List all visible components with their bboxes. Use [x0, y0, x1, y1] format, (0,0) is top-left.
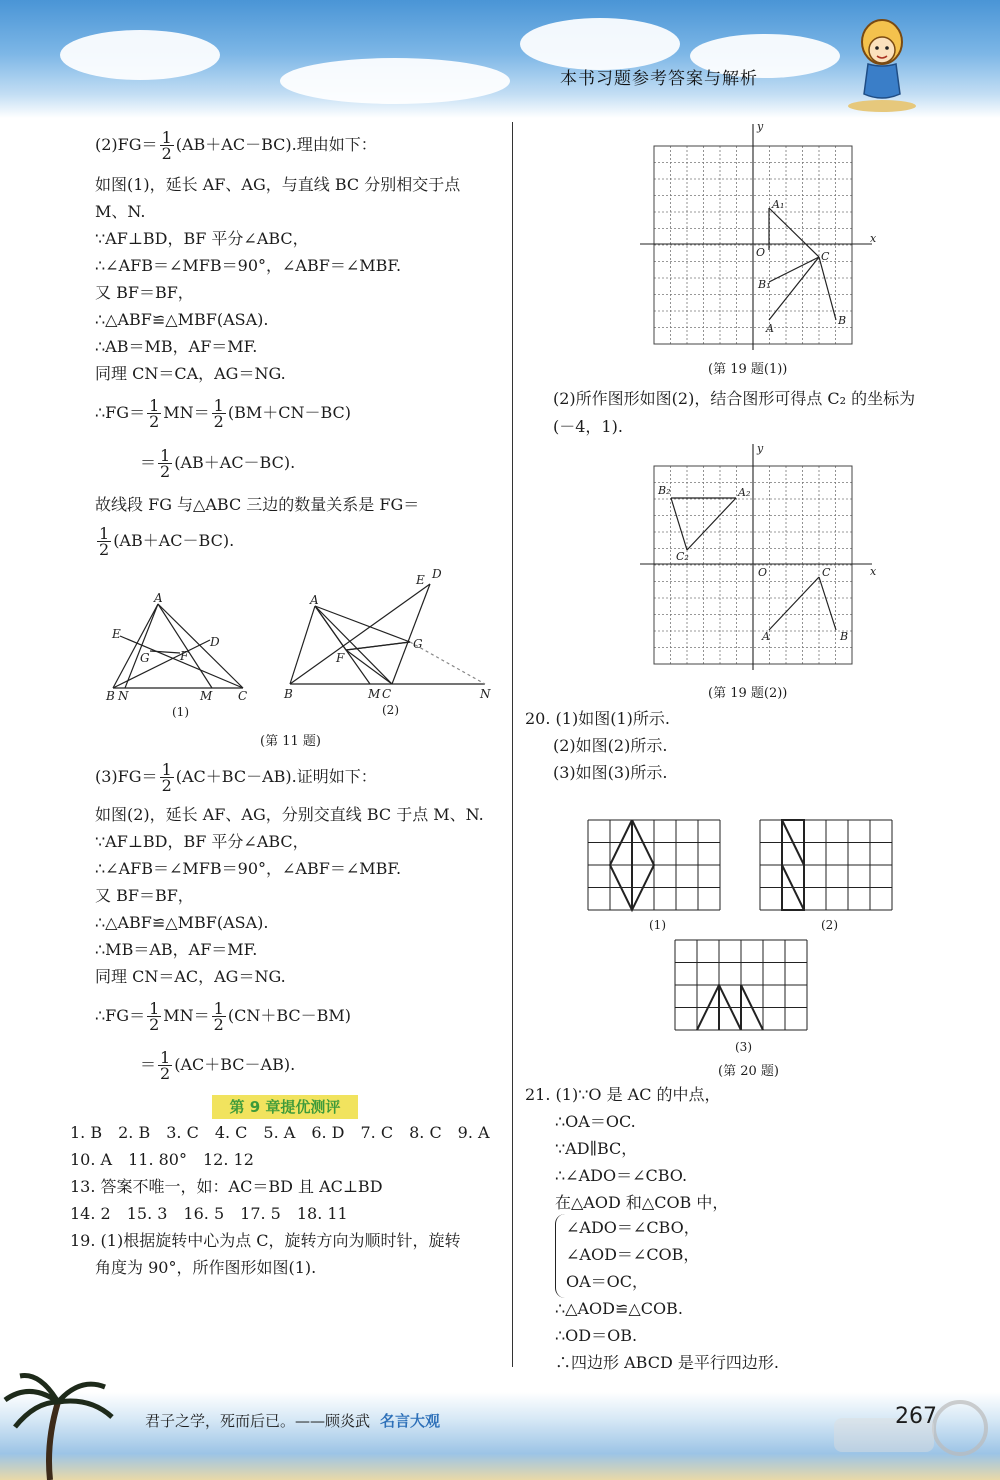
text-line: ∴∠AFB＝∠MFB＝90°，∠ABF＝∠MBF. [95, 859, 402, 878]
fraction: $\frac{1}{2}$ [161, 128, 172, 163]
label: D [432, 567, 442, 581]
text-line: ∠AOD＝∠COB， [566, 1245, 700, 1264]
label: C₂ [676, 550, 689, 563]
label: y [757, 442, 764, 455]
text-line: (2)所作图形如图(2)，结合图形可得点 C₂ 的坐标为 [553, 389, 916, 408]
label: B₂ [658, 484, 671, 497]
label: C [382, 687, 392, 701]
answer-line: 19. (1)根据旋转中心为点 C，旋转方向为顺时针，旋转 [70, 1231, 461, 1250]
text-line: OA＝OC， [566, 1272, 649, 1291]
equation-line: $\frac{1}{2}$ (AB＋AC－BC). [99, 524, 235, 559]
fraction: $\frac{1}{2}$ [160, 446, 171, 481]
text-line: ∠ADO＝∠CBO， [566, 1218, 700, 1237]
text-line: ∴OA＝OC. [555, 1112, 636, 1131]
label: G [140, 651, 150, 665]
label: C [238, 689, 248, 703]
text-line: ∴△AOD≌△COB. [555, 1299, 683, 1318]
label: C [822, 566, 831, 579]
proof-2-heading: (2)FG＝ $\frac{1}{2}$ (AB＋AC－BC).理由如下： [95, 128, 377, 163]
label: y [757, 120, 764, 133]
label: M [200, 689, 213, 703]
equation-line: ∴FG＝ $\frac{1}{2}$ MN＝ $\frac{1}{2}$ (BM＋CN－BC) [95, 396, 352, 431]
cloud-decoration [280, 58, 510, 104]
label: F [180, 649, 189, 663]
text-line: ∴△ABF≌△MBF(ASA). [95, 310, 269, 329]
text-line: 又 BF＝BF， [95, 886, 194, 905]
text-line: (3)如图(3)所示. [553, 763, 668, 782]
figure-20-sub2: (2) [821, 918, 838, 932]
footer-motto: 君子之学，死而后已。——顾炎武 名言大观 [145, 1412, 441, 1430]
text-line: 如图(2)，延长 AF、AG，分别交直线 BC 于点 M、N. [95, 805, 484, 824]
label: A₁ [772, 198, 785, 211]
figure-11-sub2: (2) [382, 703, 399, 717]
section-heading: 第 9 章提优测评 [212, 1095, 358, 1119]
label: A₂ [738, 486, 751, 499]
label: E [112, 627, 121, 641]
text-line: (－4，1). [553, 417, 623, 436]
text-line: ∴四边形 ABCD 是平行四边形. [555, 1353, 779, 1372]
figure-11-1 [113, 604, 243, 688]
text-line: 21. (1)∵O 是 AC 的中点， [525, 1085, 721, 1104]
label: A [310, 593, 319, 607]
figure-20-caption: (第 20 题) [718, 1064, 779, 1079]
label: B₁ [758, 278, 771, 291]
answer-line: 10. A 11. 80° 12. 12 [70, 1150, 254, 1169]
header-title: 本书习题参考答案与解析 [560, 69, 758, 89]
answer-line: 14. 2 15. 3 16. 5 17. 5 18. 11 [70, 1204, 348, 1223]
text-line: ∴MB＝AB，AF＝MF. [95, 940, 258, 959]
label: x [870, 232, 877, 245]
text-line: 20. (1)如图(1)所示. [525, 709, 670, 728]
label: G [413, 637, 423, 651]
label: O [756, 246, 766, 259]
fraction: $\frac{1}{2}$ [213, 396, 224, 431]
fraction: $\frac{1}{2}$ [160, 1048, 171, 1083]
footer-tag: 名言大观 [380, 1412, 441, 1430]
palm-tree-illustration [0, 1372, 120, 1480]
label: x [870, 565, 877, 578]
label: A [762, 630, 770, 643]
label: C [821, 250, 830, 263]
label: B [106, 689, 115, 703]
label: B [838, 314, 847, 327]
page-number: 267 [895, 1404, 937, 1429]
fraction: $\frac{1}{2}$ [213, 999, 224, 1034]
text-line: ∵AF⊥BD，BF 平分∠ABC， [95, 832, 309, 851]
figure-19-2 [630, 440, 880, 678]
figure-20-sub3: (3) [735, 1040, 752, 1054]
fraction: $\frac{1}{2}$ [149, 999, 160, 1034]
equation-line: ∴FG＝ $\frac{1}{2}$ MN＝ $\frac{1}{2}$ (CN＋BC－BM) [95, 999, 352, 1034]
mascot-illustration [838, 12, 928, 112]
brace [555, 1214, 566, 1298]
fraction: $\frac{1}{2}$ [161, 760, 172, 795]
label: A [154, 591, 163, 605]
label: N [118, 689, 129, 703]
label: F [336, 651, 345, 665]
fraction: $\frac{1}{2}$ [99, 524, 110, 559]
cloud-decoration [60, 30, 220, 80]
text-line: ∴OD＝OB. [555, 1326, 638, 1345]
equation-line: ＝ $\frac{1}{2}$ (AB＋AC－BC). [140, 446, 296, 481]
label: D [210, 635, 220, 649]
text-line: ∴∠AFB＝∠MFB＝90°，∠ABF＝∠MBF. [95, 256, 402, 275]
text-line: M、N. [95, 202, 146, 221]
figure-20-sub1: (1) [649, 918, 666, 932]
label: A [766, 322, 774, 335]
figure-19-1-caption: (第 19 题(1)) [708, 362, 788, 377]
text-line: 故线段 FG 与△ABC 三边的数量关系是 FG＝ [95, 495, 420, 514]
text-line: ∴∠ADO＝∠CBO. [555, 1166, 688, 1185]
label: B [840, 630, 849, 643]
figure-19-1 [630, 120, 880, 356]
text-line: ∴AB＝MB，AF＝MF. [95, 337, 258, 356]
equation-line: ＝ $\frac{1}{2}$ (AC＋BC－AB). [140, 1048, 296, 1083]
text-line: ∵AF⊥BD，BF 平分∠ABC， [95, 229, 309, 248]
text-line: 同理 CN＝CA，AG＝NG. [95, 364, 286, 383]
figure-20 [585, 815, 905, 1065]
column-divider [512, 122, 513, 1367]
text-line: ∴△ABF≌△MBF(ASA). [95, 913, 269, 932]
figure-19-2-caption: (第 19 题(2)) [708, 686, 788, 701]
fraction: $\frac{1}{2}$ [149, 396, 160, 431]
proof-3-heading: (3)FG＝ $\frac{1}{2}$ (AC＋BC－AB).证明如下： [95, 760, 377, 795]
answer-line: 角度为 90°，所作图形如图(1). [95, 1258, 317, 1277]
label: E [416, 573, 425, 587]
label: M [368, 687, 381, 701]
cloud-decoration [520, 18, 680, 70]
answer-line: 13. 答案不唯一，如：AC＝BD 且 AC⊥BD [70, 1177, 383, 1196]
text-line: 如图(1)，延长 AF、AG，与直线 BC 分别相交于点 [95, 175, 461, 194]
text-line: 在△AOD 和△COB 中， [555, 1193, 729, 1212]
figure-11 [100, 566, 510, 726]
figure-11-2 [290, 584, 485, 684]
figure-11-caption: (第 11 题) [260, 734, 321, 749]
text-line: 又 BF＝BF， [95, 283, 194, 302]
text-line: ∵AD∥BC， [555, 1139, 638, 1158]
label: O [758, 566, 768, 579]
text-line: 同理 CN＝AC，AG＝NG. [95, 967, 286, 986]
label: N [480, 687, 491, 701]
text-line: (2)如图(2)所示. [553, 736, 668, 755]
figure-11-sub1: (1) [172, 705, 189, 719]
answer-line: 1. B 2. B 3. C 4. C 5. A 6. D 7. C 8. C 9. A [70, 1123, 490, 1142]
label: B [284, 687, 293, 701]
